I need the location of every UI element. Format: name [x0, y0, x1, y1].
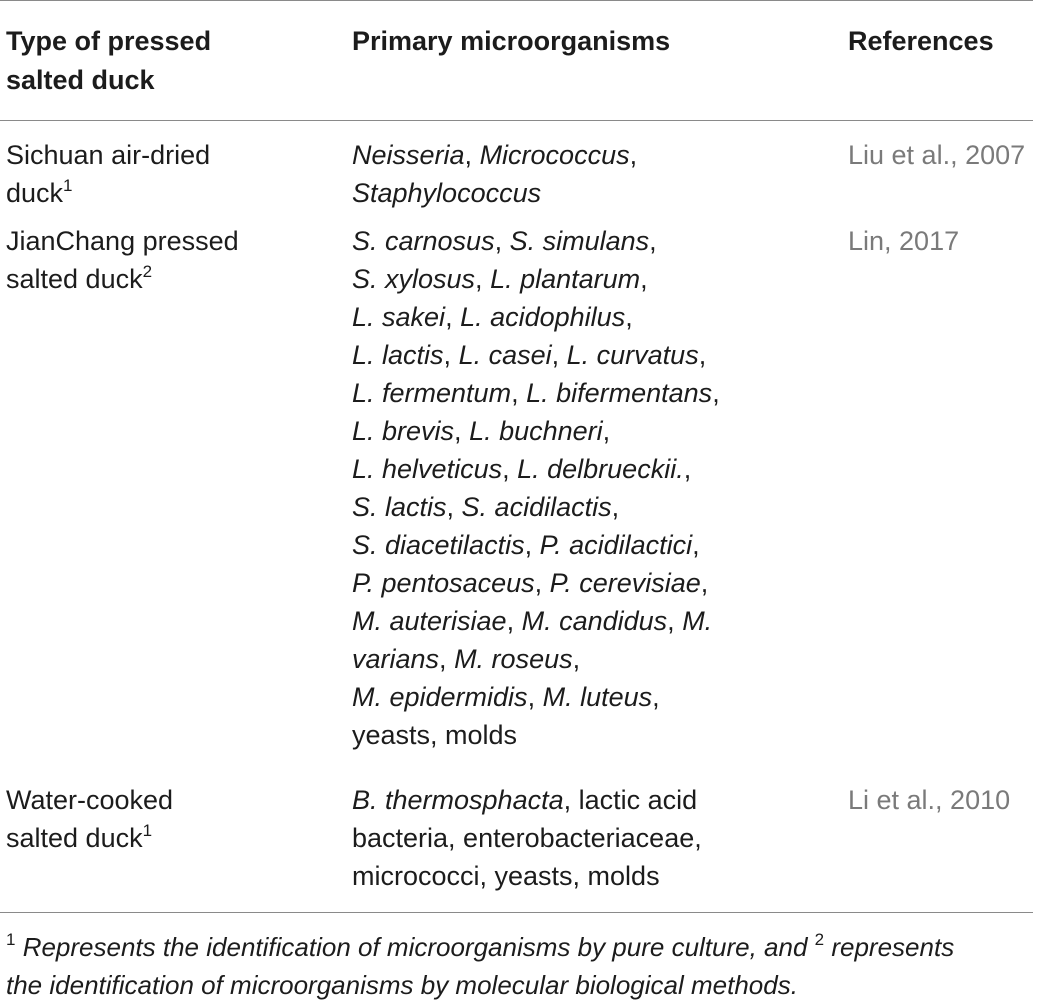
row-2-reference: Lin, 2017: [848, 226, 960, 256]
table-bottom-rule: [0, 912, 1033, 913]
table-top-rule: [0, 0, 1033, 1]
header-microorganisms: Primary microorganisms: [352, 26, 671, 56]
row-3-microorganisms: B. thermosphacta, lactic acid bacteria, enterobacteriaceae, micrococci, yeasts, molds: [352, 785, 702, 891]
header-references: References: [848, 26, 994, 56]
row-3-type: Water-cooked salted duck$^1$: [6, 785, 174, 853]
row-2-type: JianChang pressed salted duck$^2$: [6, 226, 239, 294]
header-rule: [0, 120, 1033, 121]
table-footnote: $^1$ Represents the identification of microorganisms by pure culture, and $^2$ represents the identification of microorganisms by molecular biological methods.: [6, 930, 955, 1000]
row-2-microorganisms: S. carnosus, S. simulans, S. xylosus, L. plantarum, L. sakei, L. acidophilus, L. lactis, L. casei, L. curvatus, L. fermentum, L. bifermentans, L. brevis, L. buchneri, L. helveticus, L. delbrueckii., S. lactis, S. acidilactis, S. diacetilactis, P. acidilactici, P. pentosaceus, P. cerevisiae, M. auterisiae, M. candidus, M. varians, M. roseus, M. epidermidis, M. luteus, yeasts, molds: [352, 226, 720, 750]
row-3-reference: Li et al., 2010: [848, 785, 1011, 815]
row-1-type: Sichuan air-dried duck$^1$: [6, 140, 211, 208]
header-type: Type of pressed salted duck: [6, 26, 212, 95]
row-1-reference: Liu et al., 2007: [848, 140, 1026, 170]
row-1-microorganisms: Neisseria, Micrococcus, Staphylococcus: [352, 140, 638, 208]
